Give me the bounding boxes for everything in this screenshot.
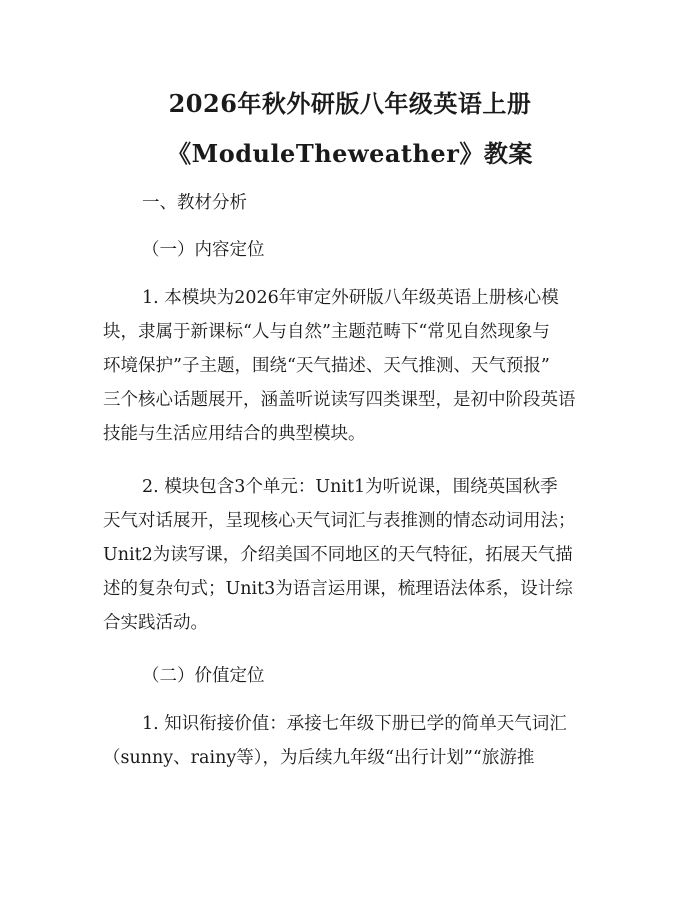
subsection-heading-value-positioning: （二）价值定位 (142, 666, 265, 686)
paragraph-2-line-2: 天气对话展开，呈现核心天气词汇与表推测的情态动词用法； (103, 511, 576, 531)
paragraph-2-line-3: Unit2为读写课，介绍美国不同地区的天气特征，拓展天气描 (103, 545, 573, 565)
document-title-line-2: 《ModuleTheweather》教案 (167, 139, 533, 168)
paragraph-1-line-5: 技能与生活应用结合的典型模块。 (103, 424, 366, 444)
section-heading-materials-analysis: 一、教材分析 (142, 193, 247, 213)
paragraph-1-line-4: 三个核心话题展开，涵盖听说读写四类课型，是初中阶段英语 (103, 390, 576, 410)
paragraph-3-line-2: （sunny、rainy等），为后续九年级“出行计划”“旅游推 (103, 748, 535, 768)
document-title-line-1: 2026年秋外研版八年级英语上册 (168, 89, 532, 118)
paragraph-2-line-4: 述的复杂句式；Unit3为语言运用课，梳理语法体系，设计综 (103, 579, 573, 599)
paragraph-1-line-2: 块，隶属于新课标“人与自然”主题范畴下“常见自然现象与 (103, 322, 550, 342)
subsection-heading-content-positioning: （一）内容定位 (142, 240, 265, 260)
paragraph-1-line-1: 1. 本模块为2026年审定外研版八年级英语上册核心模 (142, 288, 559, 308)
paragraph-2-line-1: 2. 模块包含3个单元：Unit1为听说课，围绕英国秋季 (142, 477, 558, 497)
paragraph-2-line-5: 合实践活动。 (103, 613, 208, 633)
paragraph-1-line-3: 环境保护”子主题，围绕“天气描述、天气推测、天气预报” (103, 356, 550, 376)
paragraph-3-line-1: 1. 知识衔接价值：承接七年级下册已学的简单天气词汇 (142, 714, 567, 734)
